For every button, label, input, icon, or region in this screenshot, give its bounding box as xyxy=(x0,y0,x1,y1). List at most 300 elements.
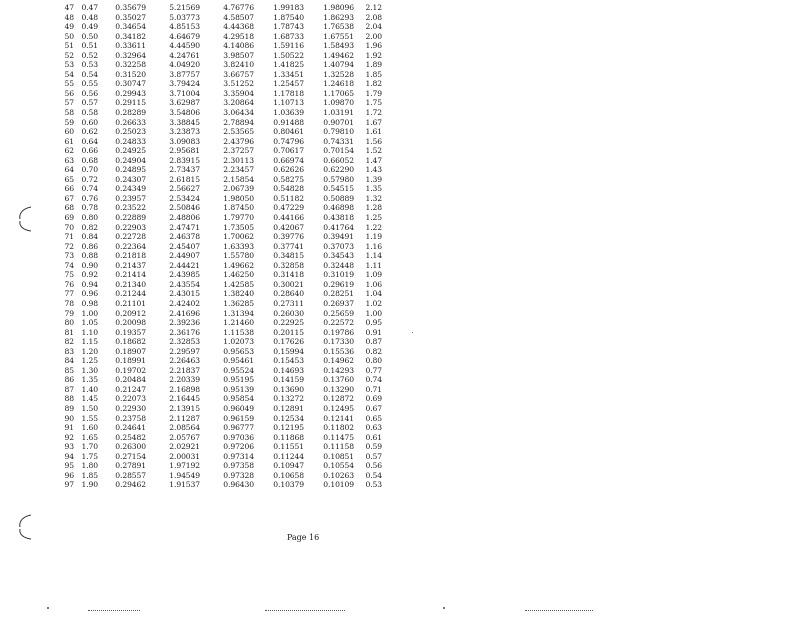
table-cell: 0.26937 xyxy=(323,298,354,308)
table-cell: 0.56 xyxy=(365,461,382,471)
table-cell: 0.20484 xyxy=(115,375,146,385)
table-cell: 0.96777 xyxy=(223,423,254,433)
table-cell: 2.06739 xyxy=(223,184,254,194)
table-cell: 49 xyxy=(64,22,74,32)
table-cell: 0.68 xyxy=(81,155,98,165)
table-cell: 0.14293 xyxy=(323,365,354,375)
table-row xyxy=(52,51,382,61)
table-cell: 2.02921 xyxy=(169,442,200,452)
table-cell: 1.20 xyxy=(81,346,98,356)
table-cell: 68 xyxy=(64,203,74,213)
table-cell: 0.12195 xyxy=(273,423,304,433)
table-cell: 3.98507 xyxy=(223,50,254,60)
table-cell: 0.58275 xyxy=(273,174,304,184)
table-cell: 1.90 xyxy=(81,480,98,490)
table-cell: 0.39491 xyxy=(323,232,354,242)
table-cell: 73 xyxy=(64,251,74,261)
table-cell: 0.22073 xyxy=(115,394,146,404)
table-cell: 0.54 xyxy=(81,69,98,79)
table-cell: 1.24618 xyxy=(323,79,354,89)
table-row xyxy=(52,22,382,32)
footer-scan-line xyxy=(88,607,140,611)
table-cell: 0.24349 xyxy=(115,184,146,194)
table-cell: 1.09870 xyxy=(323,98,354,108)
table-cell: 0.29115 xyxy=(115,98,146,108)
table-cell: 51 xyxy=(64,41,74,51)
table-cell: 75 xyxy=(64,270,74,280)
table-cell: 1.68733 xyxy=(273,31,304,41)
table-cell: 1.17065 xyxy=(323,88,354,98)
table-cell: 89 xyxy=(64,403,74,413)
table-cell: 0.14159 xyxy=(273,375,304,385)
table-cell: 0.25482 xyxy=(115,432,146,442)
table-row xyxy=(52,356,382,366)
table-cell: 0.39776 xyxy=(273,232,304,242)
table-cell: 0.29943 xyxy=(115,88,146,98)
table-cell: 0.27311 xyxy=(273,298,304,308)
table-cell: 1.49662 xyxy=(223,260,254,270)
table-cell: 2.43985 xyxy=(169,270,200,280)
table-row xyxy=(52,366,382,376)
table-cell: 0.97328 xyxy=(223,470,254,480)
table-cell: 0.31520 xyxy=(115,69,146,79)
table-cell: 1.85 xyxy=(81,470,98,480)
table-cell: 0.29619 xyxy=(323,279,354,289)
table-cell: 0.58 xyxy=(81,108,98,118)
table-cell: 0.12495 xyxy=(323,403,354,413)
table-cell: 1.38240 xyxy=(223,289,254,299)
table-cell: 2.29597 xyxy=(169,346,200,356)
table-cell: 2.53565 xyxy=(223,127,254,137)
table-cell: 60 xyxy=(64,127,74,137)
table-cell: 0.66974 xyxy=(273,155,304,165)
table-cell: 0.50 xyxy=(81,31,98,41)
table-cell: 56 xyxy=(64,88,74,98)
table-cell: 1.59116 xyxy=(273,41,304,51)
table-cell: 0.52 xyxy=(81,50,98,60)
table-cell: 0.11551 xyxy=(273,442,304,452)
table-cell: 3.62987 xyxy=(169,98,200,108)
table-cell: 1.41825 xyxy=(273,60,304,70)
table-cell: 1.36285 xyxy=(223,298,254,308)
table-cell: 1.76538 xyxy=(323,22,354,32)
table-row xyxy=(52,404,382,414)
table-cell: 2.61815 xyxy=(169,174,200,184)
table-cell: 4.85153 xyxy=(169,22,200,32)
table-cell: 2.43554 xyxy=(169,279,200,289)
table-cell: 0.54 xyxy=(365,470,382,480)
table-cell: 0.24641 xyxy=(115,423,146,433)
table-cell: 4.29518 xyxy=(223,31,254,41)
table-cell: 0.70 xyxy=(81,165,98,175)
table-cell: 2.05767 xyxy=(169,432,200,442)
table-cell: 55 xyxy=(64,79,74,89)
table-cell: 1.63393 xyxy=(223,241,254,251)
table-cell: 80 xyxy=(64,318,74,328)
table-cell: 0.42067 xyxy=(273,222,304,232)
table-cell: 0.24904 xyxy=(115,155,146,165)
table-cell: 1.87450 xyxy=(223,203,254,213)
table-cell: 4.44368 xyxy=(223,22,254,32)
table-cell: 0.70617 xyxy=(273,146,304,156)
table-cell: 0.22930 xyxy=(115,403,146,413)
table-cell: 2.73437 xyxy=(169,165,200,175)
table-row xyxy=(52,461,382,471)
table-cell: 1.11538 xyxy=(223,327,254,337)
table-cell: 0.10379 xyxy=(273,480,304,490)
table-cell: 0.65 xyxy=(365,413,382,423)
table-cell: 1.46250 xyxy=(223,270,254,280)
table-cell: 0.55 xyxy=(81,79,98,89)
table-cell: 0.13290 xyxy=(323,384,354,394)
table-cell: 0.21101 xyxy=(115,298,146,308)
table-row xyxy=(52,347,382,357)
table-cell: 0.96049 xyxy=(223,403,254,413)
table-row xyxy=(52,251,382,261)
table-cell: 0.34543 xyxy=(323,251,354,261)
table-cell: 3.35904 xyxy=(223,88,254,98)
table-cell: 0.34182 xyxy=(115,31,146,41)
table-cell: 2.95681 xyxy=(169,146,200,156)
table-cell: 1.80 xyxy=(81,461,98,471)
table-cell: 58 xyxy=(64,108,74,118)
table-cell: 0.23957 xyxy=(115,193,146,203)
table-row xyxy=(52,394,382,404)
table-row xyxy=(52,127,382,137)
table-cell: 1.32528 xyxy=(323,69,354,79)
table-cell: 0.79810 xyxy=(323,127,354,137)
table-cell: 2.21837 xyxy=(169,365,200,375)
table-cell: 0.96 xyxy=(81,289,98,299)
table-cell: 2.26463 xyxy=(169,356,200,366)
table-cell: 0.21244 xyxy=(115,289,146,299)
table-cell: 1.79 xyxy=(365,88,382,98)
table-cell: 52 xyxy=(64,50,74,60)
table-cell: 62 xyxy=(64,146,74,156)
table-cell: 0.53 xyxy=(365,480,382,490)
table-row xyxy=(52,175,382,185)
table-cell: 0.80461 xyxy=(273,127,304,137)
table-cell: 0.21247 xyxy=(115,384,146,394)
table-cell: 57 xyxy=(64,98,74,108)
table-cell: 1.55780 xyxy=(223,251,254,261)
table-cell: 0.44166 xyxy=(273,213,304,223)
table-cell: 1.47 xyxy=(365,155,382,165)
table-cell: 0.35679 xyxy=(115,3,146,12)
table-cell: 0.95653 xyxy=(223,346,254,356)
table-cell: 1.04 xyxy=(365,289,382,299)
table-cell: 1.94549 xyxy=(169,470,200,480)
table-cell: 0.69 xyxy=(365,394,382,404)
table-cell: 1.11 xyxy=(365,260,382,270)
table-cell: 3.87757 xyxy=(169,69,200,79)
table-cell: 0.92 xyxy=(81,270,98,280)
table-row xyxy=(52,289,382,299)
table-cell: 1.67551 xyxy=(323,31,354,41)
table-cell: 1.02 xyxy=(365,298,382,308)
table-cell: 1.75 xyxy=(81,451,98,461)
table-cell: 2.41696 xyxy=(169,308,200,318)
table-cell: 2.44907 xyxy=(169,251,200,261)
table-cell: 95 xyxy=(64,461,74,471)
table-cell: 0.21414 xyxy=(115,270,146,280)
data-table-container xyxy=(52,3,382,490)
table-cell: 0.12891 xyxy=(273,403,304,413)
table-cell: 2.44421 xyxy=(169,260,200,270)
table-cell: 1.14 xyxy=(365,251,382,261)
table-cell: 4.76776 xyxy=(223,3,254,12)
table-cell: 0.56 xyxy=(81,88,98,98)
table-row xyxy=(52,375,382,385)
table-cell: 0.13760 xyxy=(323,375,354,385)
table-cell: 90 xyxy=(64,413,74,423)
table-cell: 0.66052 xyxy=(323,155,354,165)
table-cell: 1.30 xyxy=(81,365,98,375)
table-cell: 0.20912 xyxy=(115,308,146,318)
table-cell: 63 xyxy=(64,155,74,165)
table-cell: 2.12 xyxy=(365,3,382,12)
table-cell: 0.15536 xyxy=(323,346,354,356)
table-cell: 1.50 xyxy=(81,403,98,413)
table-cell: 0.22728 xyxy=(115,232,146,242)
scan-speck xyxy=(47,607,49,609)
table-cell: 0.28557 xyxy=(115,470,146,480)
table-cell: 1.99183 xyxy=(273,3,304,12)
table-cell: 0.64 xyxy=(81,136,98,146)
table-cell: 0.96159 xyxy=(223,413,254,423)
table-cell: 78 xyxy=(64,298,74,308)
table-cell: 2.37257 xyxy=(223,146,254,156)
table-cell: 76 xyxy=(64,279,74,289)
table-row xyxy=(52,70,382,80)
table-cell: 2.16445 xyxy=(169,394,200,404)
table-cell: 0.26300 xyxy=(115,442,146,452)
table-cell: 0.90701 xyxy=(323,117,354,127)
table-cell: 1.96 xyxy=(365,41,382,51)
table-cell: 0.20115 xyxy=(273,327,304,337)
table-cell: 1.72 xyxy=(365,108,382,118)
table-cell: 0.32448 xyxy=(323,260,354,270)
table-cell: 83 xyxy=(64,346,74,356)
table-cell: 59 xyxy=(64,117,74,127)
table-cell: 0.10658 xyxy=(273,470,304,480)
table-cell: 3.71004 xyxy=(169,88,200,98)
table-cell: 1.09 xyxy=(365,270,382,280)
table-cell: 0.12141 xyxy=(323,413,354,423)
table-cell: 0.74796 xyxy=(273,136,304,146)
table-cell: 67 xyxy=(64,193,74,203)
table-cell: 1.15 xyxy=(81,337,98,347)
table-cell: 85 xyxy=(64,365,74,375)
table-cell: 0.29462 xyxy=(115,480,146,490)
table-cell: 0.24833 xyxy=(115,136,146,146)
table-cell: 0.20098 xyxy=(115,318,146,328)
table-cell: 0.32858 xyxy=(273,260,304,270)
table-row xyxy=(52,146,382,156)
table-cell: 0.47 xyxy=(81,3,98,12)
table-row xyxy=(52,213,382,223)
table-cell: 1.17818 xyxy=(273,88,304,98)
table-cell: 1.45 xyxy=(81,394,98,404)
table-row xyxy=(52,480,382,490)
table-cell: 0.63 xyxy=(365,423,382,433)
table-row xyxy=(52,471,382,481)
table-cell: 0.97206 xyxy=(223,442,254,452)
table-cell: 3.54806 xyxy=(169,108,200,118)
table-cell: 3.23873 xyxy=(169,127,200,137)
table-cell: 0.22889 xyxy=(115,213,146,223)
table-cell: 1.43 xyxy=(365,165,382,175)
table-cell: 0.28640 xyxy=(273,289,304,299)
table-cell: 0.11802 xyxy=(323,423,354,433)
table-cell: 1.60 xyxy=(81,423,98,433)
table-cell: 0.61 xyxy=(365,432,382,442)
table-cell: 0.57 xyxy=(81,98,98,108)
table-cell: 0.31418 xyxy=(273,270,304,280)
table-cell: 4.44590 xyxy=(169,41,200,51)
table-row xyxy=(52,32,382,42)
page-number: Page 16 xyxy=(286,533,320,542)
table-cell: 0.13272 xyxy=(273,394,304,404)
table-row xyxy=(52,299,382,309)
table-cell: 2.42402 xyxy=(169,298,200,308)
table-cell: 0.11475 xyxy=(323,432,354,442)
table-cell: 0.74 xyxy=(81,184,98,194)
table-cell: 50 xyxy=(64,31,74,41)
table-cell: 1.03639 xyxy=(273,108,304,118)
table-cell: 0.94 xyxy=(81,279,98,289)
table-cell: 84 xyxy=(64,356,74,366)
table-cell: 2.39236 xyxy=(169,318,200,328)
table-cell: 1.33451 xyxy=(273,69,304,79)
table-cell: 0.91488 xyxy=(273,117,304,127)
table-row xyxy=(52,261,382,271)
table-cell: 0.18907 xyxy=(115,346,146,356)
table-cell: 2.15854 xyxy=(223,174,254,184)
table-cell: 1.61 xyxy=(365,127,382,137)
table-row xyxy=(52,232,382,242)
table-cell: 0.18682 xyxy=(115,337,146,347)
table-cell: 0.19357 xyxy=(115,327,146,337)
table-cell: 0.34815 xyxy=(273,251,304,261)
table-cell: 0.26030 xyxy=(273,308,304,318)
table-cell: 97 xyxy=(64,480,74,490)
table-row xyxy=(52,442,382,452)
table-cell: 1.67 xyxy=(365,117,382,127)
table-cell: 0.35027 xyxy=(115,12,146,22)
table-cell: 0.54828 xyxy=(273,184,304,194)
table-cell: 70 xyxy=(64,222,74,232)
table-cell: 0.15994 xyxy=(273,346,304,356)
table-cell: 0.90 xyxy=(81,260,98,270)
table-cell: 0.11868 xyxy=(273,432,304,442)
table-cell: 1.00 xyxy=(81,308,98,318)
table-cell: 0.62290 xyxy=(323,165,354,175)
table-cell: 0.49 xyxy=(81,22,98,32)
table-cell: 1.28 xyxy=(365,203,382,213)
table-cell: 1.16 xyxy=(365,241,382,251)
table-cell: 2.47471 xyxy=(169,222,200,232)
table-cell: 1.21460 xyxy=(223,318,254,328)
table-row xyxy=(52,203,382,213)
table-cell: 0.28289 xyxy=(115,108,146,118)
table-cell: 0.22925 xyxy=(273,318,304,328)
table-cell: 0.80 xyxy=(81,213,98,223)
table-cell: 1.06 xyxy=(365,279,382,289)
table-cell: 0.82 xyxy=(81,222,98,232)
table-cell: 2.43796 xyxy=(223,136,254,146)
table-cell: 0.12872 xyxy=(323,394,354,404)
table-cell: 0.98 xyxy=(81,298,98,308)
table-cell: 74 xyxy=(64,260,74,270)
table-cell: 65 xyxy=(64,174,74,184)
table-cell: 1.31394 xyxy=(223,308,254,318)
table-cell: 0.47229 xyxy=(273,203,304,213)
table-cell: 0.62626 xyxy=(273,165,304,175)
table-cell: 0.19702 xyxy=(115,365,146,375)
table-cell: 0.95854 xyxy=(223,394,254,404)
table-cell: 53 xyxy=(64,60,74,70)
scan-speck xyxy=(412,332,413,333)
table-cell: 0.66 xyxy=(81,146,98,156)
table-cell: 0.10554 xyxy=(323,461,354,471)
table-row xyxy=(52,156,382,166)
table-cell: 3.06434 xyxy=(223,108,254,118)
table-cell: 0.24925 xyxy=(115,146,146,156)
table-cell: 3.82410 xyxy=(223,60,254,70)
table-row xyxy=(52,242,382,252)
scan-speck xyxy=(443,607,445,609)
table-cell: 1.87540 xyxy=(273,12,304,22)
table-cell: 1.25 xyxy=(365,213,382,223)
table-cell: 0.97036 xyxy=(223,432,254,442)
table-cell: 2.00 xyxy=(365,31,382,41)
table-cell: 0.15453 xyxy=(273,356,304,366)
table-cell: 1.79770 xyxy=(223,213,254,223)
table-cell: 0.10109 xyxy=(323,480,354,490)
table-cell: 0.11244 xyxy=(273,451,304,461)
table-cell: 1.00 xyxy=(365,308,382,318)
table-cell: 0.82 xyxy=(365,346,382,356)
table-cell: 1.49462 xyxy=(323,50,354,60)
table-cell: 2.08564 xyxy=(169,423,200,433)
table-cell: 3.09083 xyxy=(169,136,200,146)
table-cell: 0.22572 xyxy=(323,318,354,328)
table-cell: 0.28251 xyxy=(323,289,354,299)
table-cell: 0.80 xyxy=(365,356,382,366)
table-cell: 0.71 xyxy=(365,384,382,394)
table-cell: 1.86293 xyxy=(323,12,354,22)
table-cell: 82 xyxy=(64,337,74,347)
table-cell: 1.89 xyxy=(365,60,382,70)
table-cell: 1.97192 xyxy=(169,461,200,471)
table-cell: 2.83915 xyxy=(169,155,200,165)
table-cell: 1.39 xyxy=(365,174,382,184)
table-cell: 0.67 xyxy=(365,403,382,413)
table-row xyxy=(52,41,382,51)
table-row xyxy=(52,118,382,128)
table-cell: 2.23457 xyxy=(223,165,254,175)
table-cell: 61 xyxy=(64,136,74,146)
table-cell: 3.66757 xyxy=(223,69,254,79)
table-cell: 0.95 xyxy=(365,318,382,328)
table-cell: 4.04920 xyxy=(169,60,200,70)
table-cell: 1.55 xyxy=(81,413,98,423)
table-cell: 0.97314 xyxy=(223,451,254,461)
table-cell: 0.78 xyxy=(81,203,98,213)
table-cell: 1.98050 xyxy=(223,193,254,203)
table-cell: 0.17330 xyxy=(323,337,354,347)
